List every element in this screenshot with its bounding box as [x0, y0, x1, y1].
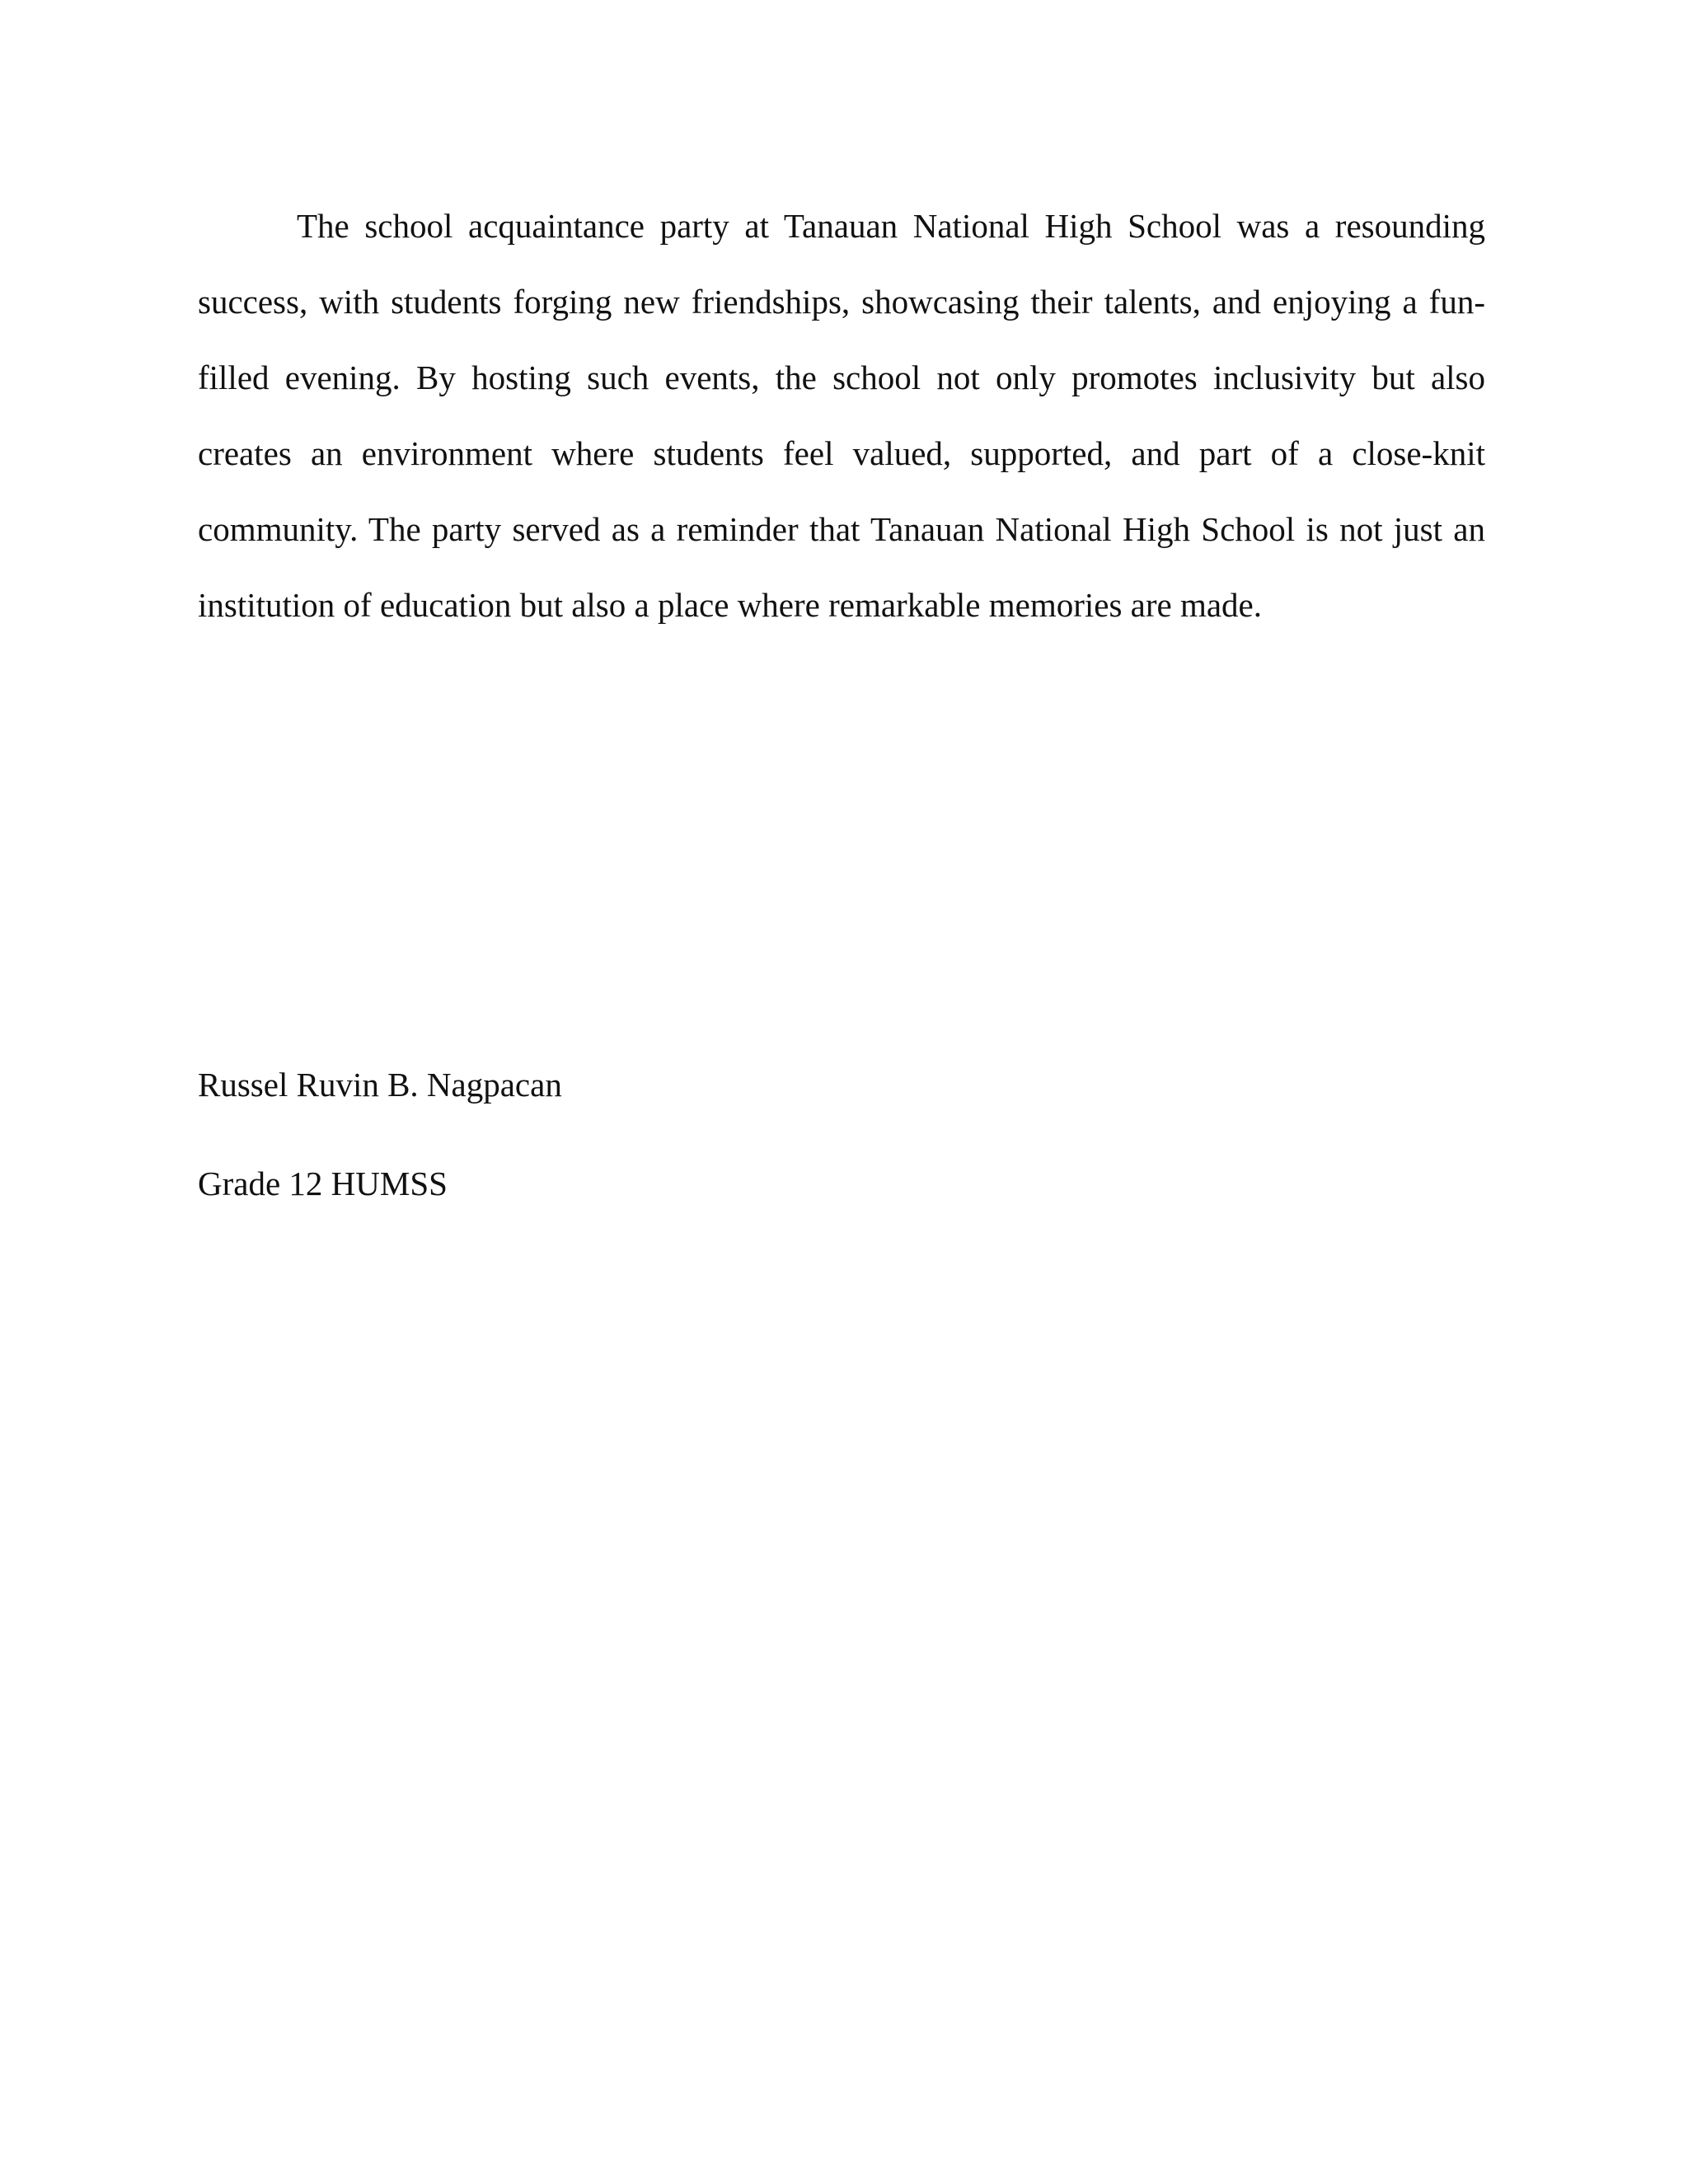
grade-level: Grade 12 HUMSS: [198, 1165, 448, 1202]
body-paragraph: The school acquaintance party at Tanauan National High School was a resounding success, with students forging new friendships, showcasing their talents, and enjoying a fun-filled evening. By hosting such events, the school not only promotes inclusivity but also creates an environment where students feel valued, supported, and part of a close-knit community. The party served as a reminder that Tanauan National High School is not just an institution of education but also a place where remarkable memories are made.: [198, 207, 1485, 624]
author-name: Russel Ruvin B. Nagpacan: [198, 1066, 562, 1104]
